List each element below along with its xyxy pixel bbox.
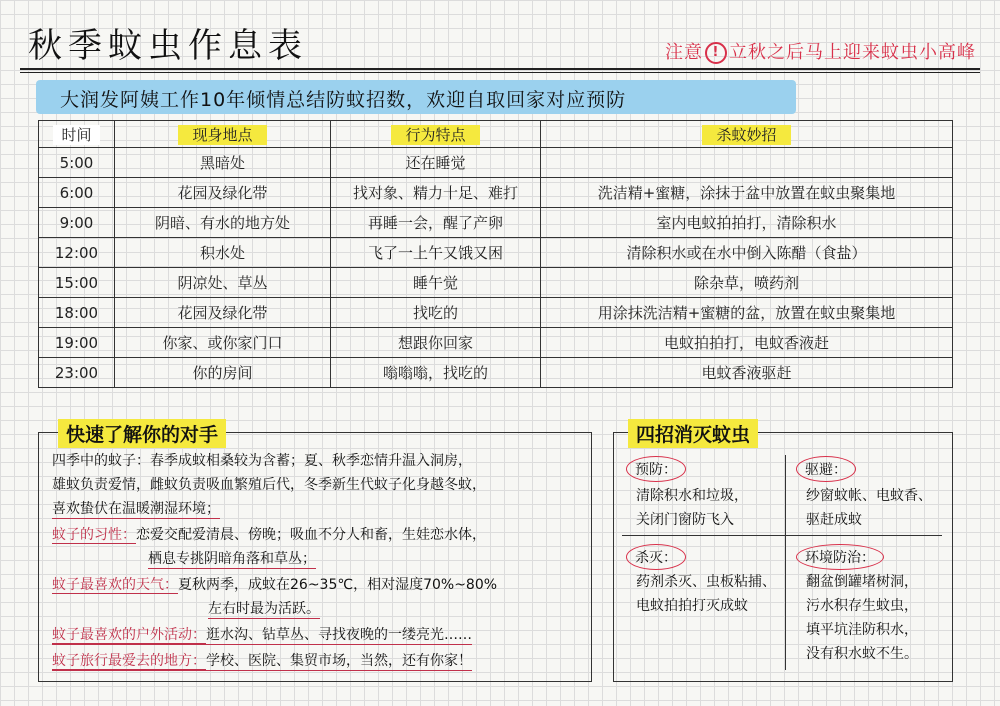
repel-label: 驱避：: [796, 456, 856, 482]
cell-method: 电蚊香液驱赶: [541, 358, 953, 388]
table-row: [39, 208, 953, 238]
banner-text: 大润发阿姨工作10年倾情总结防蚊招数，欢迎自取回家对应预防: [60, 89, 627, 111]
cell-behavior: 睡午觉: [331, 268, 541, 298]
table-row: [39, 178, 953, 208]
notice-prefix: 注意: [665, 42, 703, 63]
travel-line: [52, 650, 472, 671]
intro-line-1: 四季中的蚊子：春季成蚊相桑较为含蓄；夏、秋季恋情升温入洞房，: [52, 453, 472, 469]
outdoor-text: 逛水沟、钻草丛、寻找夜晚的一缕亮光……: [206, 627, 472, 643]
page-title: 秋季蚊虫作息表: [28, 26, 308, 66]
cell-method: 室内电蚊拍拍打，清除积水: [541, 208, 953, 238]
cell-place: 积水处: [115, 238, 331, 268]
weather-line-2: 左右时最为活跃。: [208, 598, 320, 619]
cell-behavior: 还在睡觉: [331, 148, 541, 178]
kill-label: 杀灭：: [626, 544, 686, 570]
notice-text: 立秋之后马上迎来蚊虫小高峰: [729, 42, 976, 63]
tips-vertical-divider: [785, 455, 786, 670]
cell-behavior: 想跟你回家: [331, 328, 541, 358]
cell-time: 5:00: [39, 148, 115, 178]
table-header-row: [39, 121, 953, 148]
cell-method: 除杂草，喷药剂: [541, 268, 953, 298]
four-tips-title: 四招消灭蚊虫: [628, 419, 758, 448]
header-behavior: 行为特点: [331, 121, 541, 148]
cell-time: 15:00: [39, 268, 115, 298]
schedule-table: [38, 120, 953, 388]
know-opponent-title: 快速了解你的对手: [58, 419, 226, 448]
cell-behavior: 嗡嗡嗡，找吃的: [331, 358, 541, 388]
cell-time: 12:00: [39, 238, 115, 268]
cell-method: [541, 148, 953, 178]
table-row: [39, 238, 953, 268]
title-divider-thin: [20, 72, 980, 73]
cell-place: 你的房间: [115, 358, 331, 388]
env-text: 翻盆倒罐堵树洞， 污水积存生蚊虫， 填平坑洼防积水， 没有积水蚊不生。: [806, 574, 918, 662]
cell-place: 阴凉处、草丛: [115, 268, 331, 298]
header-method: 杀蚊妙招: [541, 121, 953, 148]
weather-line-1: [52, 574, 497, 594]
table-row: [39, 328, 953, 358]
tips-horizontal-divider: [622, 535, 942, 536]
cell-time: 23:00: [39, 358, 115, 388]
header-time: 时间: [39, 121, 115, 148]
habit-key: 蚊子的习性：: [52, 527, 136, 543]
table-row: [39, 268, 953, 298]
intro-line-3: 喜欢蛰伏在温暖潮湿环境；: [52, 498, 220, 519]
table-row: [39, 358, 953, 388]
outdoor-line: [52, 624, 472, 645]
cell-time: 18:00: [39, 298, 115, 328]
cell-behavior: 找吃的: [331, 298, 541, 328]
cell-behavior: 飞了一上午又饿又困: [331, 238, 541, 268]
prevent-label: 预防：: [626, 456, 686, 482]
cell-place: 花园及绿化带: [115, 298, 331, 328]
env-label: 环境防治：: [796, 544, 884, 570]
habit-line-1: [52, 524, 486, 544]
cell-behavior: 找对象、精力十足、难打: [331, 178, 541, 208]
prevent-text: 清除积水和垃圾， 关闭门窗防飞入: [636, 488, 748, 528]
travel-key: 蚊子旅行最爱去的地方：: [52, 653, 206, 669]
cell-place: 花园及绿化带: [115, 178, 331, 208]
outdoor-key: 蚊子最喜欢的户外活动：: [52, 627, 206, 643]
cell-method: 电蚊拍拍打，电蚊香液赶: [541, 328, 953, 358]
cell-method: 清除积水或在水中倒入陈醋（食盐）: [541, 238, 953, 268]
weather-key: 蚊子最喜欢的天气：: [52, 577, 178, 593]
intro-line-2: 雄蚊负责爱情，雌蚊负责吸血繁殖后代，冬季新生代蚊子化身越冬蚊，: [52, 477, 486, 493]
notice: [665, 38, 976, 64]
cell-method: 用涂抹洗洁精+蜜糖的盆，放置在蚊虫聚集地: [541, 298, 953, 328]
travel-text: 学校、医院、集贸市场，当然，还有你家！: [206, 653, 472, 669]
cell-place: 黑暗处: [115, 148, 331, 178]
cell-time: 9:00: [39, 208, 115, 238]
table-row: [39, 298, 953, 328]
cell-time: 19:00: [39, 328, 115, 358]
cell-method: 洗洁精+蜜糖，涂抹于盆中放置在蚊虫聚集地: [541, 178, 953, 208]
header-place: 现身地点: [115, 121, 331, 148]
cell-time: 6:00: [39, 178, 115, 208]
cell-place: 阴暗、有水的地方处: [115, 208, 331, 238]
repel-text: 纱窗蚊帐、电蚊香、 驱赶成蚊: [806, 488, 932, 528]
table-row: [39, 148, 953, 178]
weather-text: 夏秋两季，成蚊在26~35℃，相对湿度70%~80%: [178, 577, 498, 593]
cell-behavior: 再睡一会，醒了产卵: [331, 208, 541, 238]
kill-text: 药剂杀灭、虫板粘捕、 电蚊拍拍打灭成蚊: [636, 574, 776, 614]
cell-place: 你家、或你家门口: [115, 328, 331, 358]
title-divider: [20, 68, 980, 70]
habit-text: 恋爱交配爱清晨、傍晚；吸血不分人和畜，生娃恋水体，: [136, 527, 486, 543]
habit-line-2: 栖息专挑阴暗角落和草丛；: [148, 548, 316, 569]
warning-icon: !: [705, 42, 727, 64]
